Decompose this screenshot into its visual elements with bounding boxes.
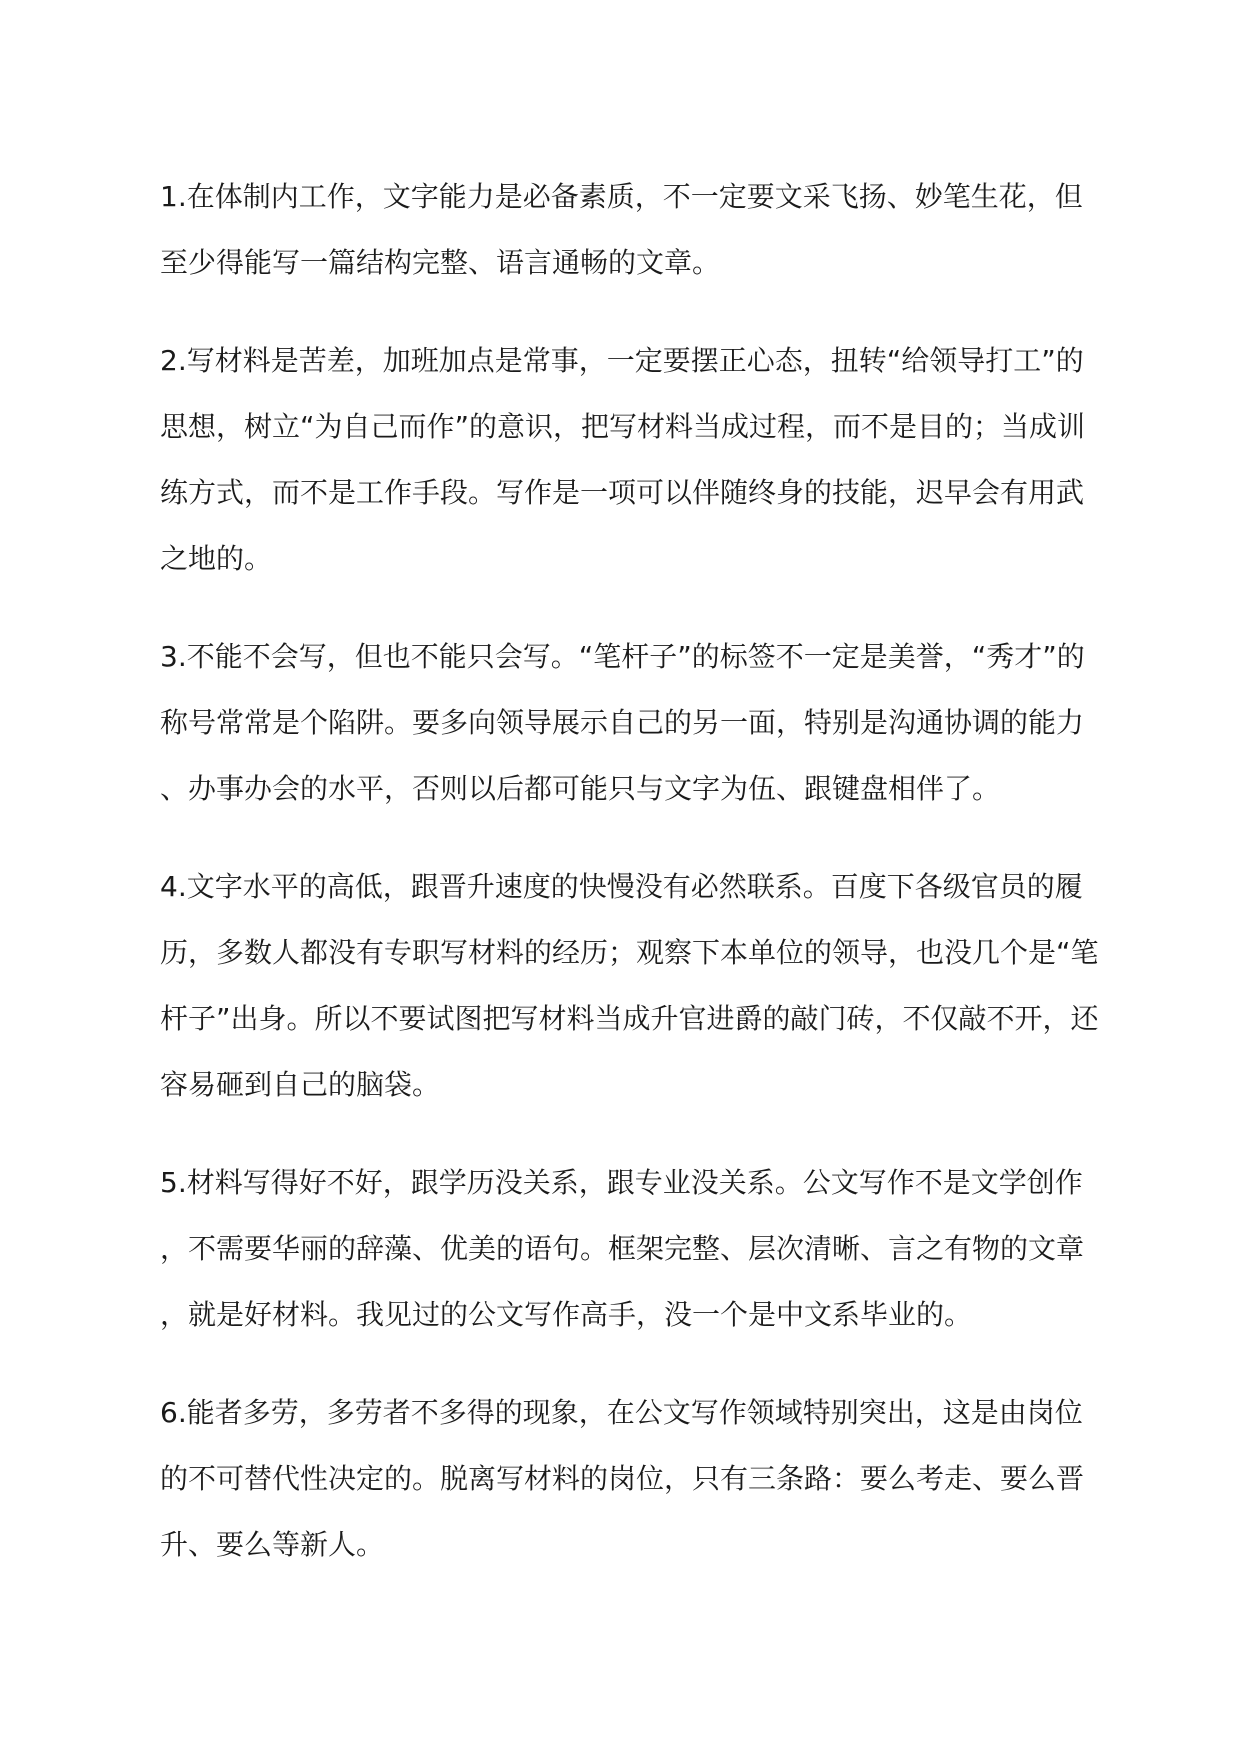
paragraph-5: 5.材料写得好不好，跟学历没关系，跟专业没关系。公文写作不是文学创作，不需要华丽的辞藻、优美的语句。框架完整、层次清晰、言之有物的文章，就是好材料。我见过的公文写作高手，没一个是中文系毕业的。: [160, 1166, 1085, 1331]
paragraph-4: 4.文字水平的高低，跟晋升速度的快慢没有必然联系。百度下各级官员的履历，多数人都没有专职写材料的经历；观察下本单位的领导，也没几个是“笔杆子”出身。所以不要试图把写材料当成升官进爵的敲门砖，不仅敲不开，还容易砸到自己的脑袋。: [160, 870, 1099, 1101]
paragraph-6: 6.能者多劳，多劳者不多得的现象，在公文写作领域特别突出，这是由岗位的不可替代性决定的。脱离写材料的岗位，只有三条路：要么考走、要么晋升、要么等新人。: [160, 1396, 1085, 1561]
paragraph-3: 3.不能不会写，但也不能只会写。“笔杆子”的标签不一定是美誉，“秀才”的称号常常是个陷阱。要多向领导展示自己的另一面，特别是沟通协调的能力、办事办会的水平，否则以后都可能只与文字为伍、跟键盘相伴了。: [160, 640, 1085, 805]
document-body: [160, 164, 1100, 1610]
paragraph-1: 1.在体制内工作，文字能力是必备素质，不一定要文采飞扬、妙笔生花，但至少得能写一篇结构完整、语言通畅的文章。: [160, 180, 1083, 279]
paragraph-2: 2.写材料是苦差，加班加点是常事，一定要摆正心态，扭转“给领导打工”的思想，树立“为自己而作”的意识，把写材料当成过程，而不是目的；当成训练方式，而不是工作手段。写作是一项可以伴随终身的技能，迟早会有用武之地的。: [160, 344, 1086, 575]
